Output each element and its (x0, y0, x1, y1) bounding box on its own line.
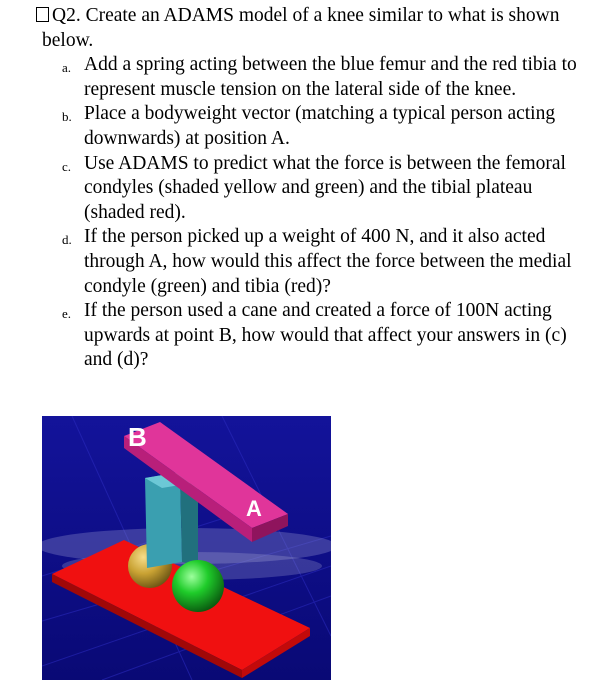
part-marker: b. (62, 109, 72, 125)
part-text: Add a spring acting between the blue femur and the red tibia to represent muscle tension on the lateral side of the knee. (84, 54, 577, 100)
part-marker: a. (62, 60, 72, 76)
point-a-label: A (246, 496, 262, 521)
question-part-c (42, 152, 587, 226)
part-marker: c. (62, 158, 72, 174)
part-marker: e. (62, 306, 72, 322)
knee-model-figure (42, 416, 331, 680)
question-parts-list (42, 53, 587, 373)
point-b-label: B (128, 422, 147, 452)
question-part-d (42, 225, 587, 299)
question-part-e (42, 299, 587, 373)
part-text: Use ADAMS to predict what the force is between the femoral condyles (shaded yellow and green) and the tibial plateau (shaded red). (84, 152, 566, 223)
part-text: Place a bodyweight vector (matching a typical person acting downwards) at position A. (84, 103, 556, 149)
question-block (42, 4, 587, 373)
part-text: If the person picked up a weight of 400 N, and it also acted through A, how would this affect the force between the medial condyle (green) and tibia (red)? (84, 226, 572, 297)
part-marker: d. (62, 232, 72, 248)
question-title-text: Q2. Create an ADAMS model of a knee similar to what is shown below. (42, 5, 560, 51)
question-part-b (42, 102, 587, 151)
knee-model-illustration (42, 416, 331, 680)
question-part-a (42, 53, 587, 102)
question-title (42, 4, 587, 53)
part-text: If the person used a cane and created a force of 100N acting upwards at point B, how would that affect your answers in (c) and (d)? (84, 300, 567, 371)
empty-checkbox-icon (36, 7, 49, 22)
medial-condyle (172, 560, 224, 612)
